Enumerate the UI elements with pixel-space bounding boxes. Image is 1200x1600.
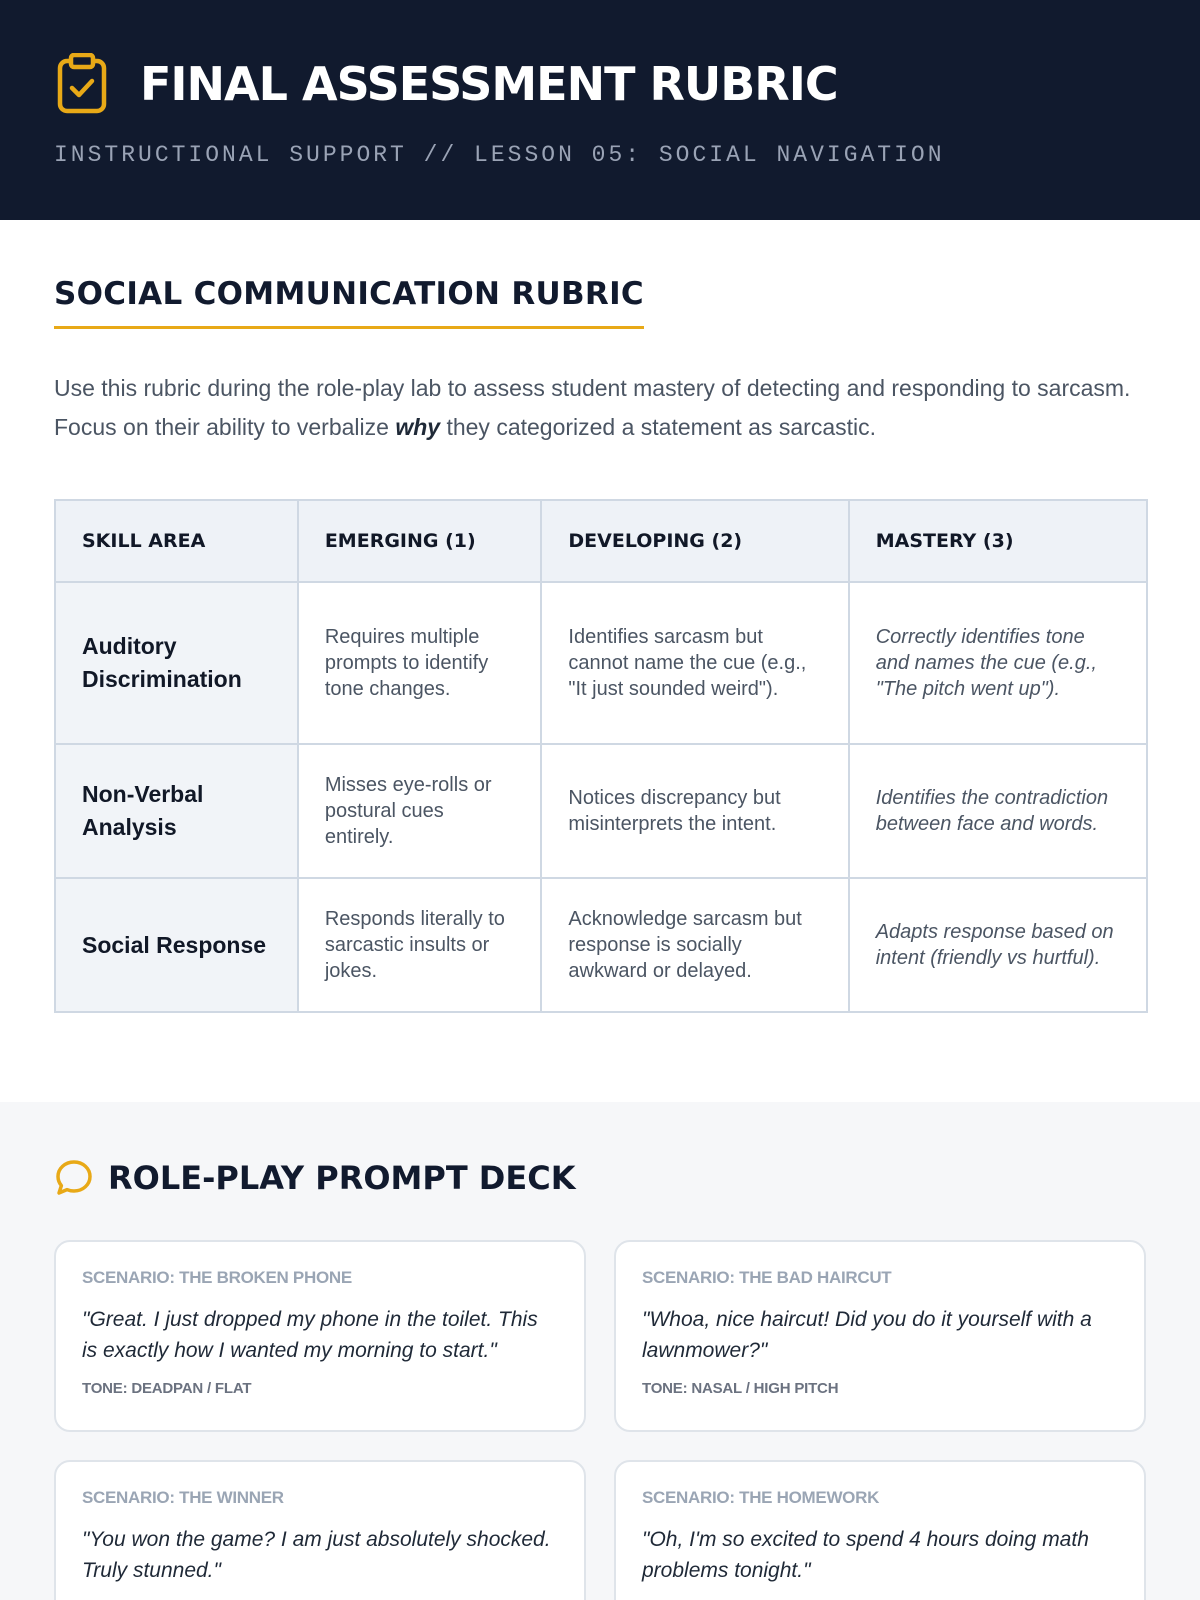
prompt-card-grid [54,1240,1146,1600]
page-header [0,0,1200,220]
scenario-label: SCENARIO: THE WINNER [82,1488,284,1507]
column-header-skill-area: SKILL AREA [55,500,298,582]
mastery-cell: Correctly identifies tone and names the cue (e.g., "The pitch went up"). [849,582,1147,744]
column-header-mastery: MASTERY (3) [849,500,1147,582]
deck-title: ROLE-PLAY PROMPT DECK [108,1159,576,1197]
page-title: FINAL ASSESSMENT RUBRIC [140,57,838,111]
scenario-quote: "Great. I just dropped my phone in the toilet. This is exactly how I wanted my morning to start." [82,1308,538,1362]
clipboard-check-icon [54,52,110,116]
developing-cell: Acknowledge sarcasm but response is socially awkward or delayed. [541,878,848,1012]
speech-bubble-icon [54,1158,94,1198]
scenario-label: SCENARIO: THE HOMEWORK [642,1488,880,1507]
skill-cell: Social Response [55,878,298,1012]
rubric-intro-emphasis: why [395,414,441,440]
table-header-row [55,500,1147,582]
tone-label: TONE: NASAL / HIGH PITCH [642,1380,839,1397]
emerging-cell: Misses eye-rolls or postural cues entirely. [298,744,542,878]
rubric-section-title: SOCIAL COMMUNICATION RUBRIC [54,276,644,329]
deck-heading [54,1158,1146,1198]
rubric-table [54,499,1148,1013]
table-row [55,878,1147,1012]
scenario-label: SCENARIO: THE BROKEN PHONE [82,1268,352,1287]
prompt-deck-section [0,1102,1200,1600]
mastery-cell: Adapts response based on intent (friendly vs hurtful). [849,878,1147,1012]
scenario-quote: "Whoa, nice haircut! Did you do it yourself with a lawnmower?" [642,1308,1092,1362]
prompt-card[interactable] [54,1460,586,1600]
skill-cell: Auditory Discrimination [55,582,298,744]
rubric-intro [54,369,1154,447]
scenario-quote: "You won the game? I am just absolutely shocked. Truly stunned." [82,1528,551,1582]
skill-cell: Non-Verbal Analysis [55,744,298,878]
table-row [55,582,1147,744]
header-title-row [54,52,1146,116]
tone-label: TONE: DEADPAN / FLAT [82,1380,252,1397]
table-row [55,744,1147,878]
developing-cell: Identifies sarcasm but cannot name the cue (e.g., "It just sounded weird"). [541,582,848,744]
page-subtitle: INSTRUCTIONAL SUPPORT // LESSON 05: SOCIAL NAVIGATION [54,142,945,168]
column-header-emerging: EMERGING (1) [298,500,542,582]
scenario-quote: "Oh, I'm so excited to spend 4 hours doing math problems tonight." [642,1528,1089,1582]
prompt-card[interactable] [614,1460,1146,1600]
developing-cell: Notices discrepancy but misinterprets the intent. [541,744,848,878]
emerging-cell: Responds literally to sarcastic insults or jokes. [298,878,542,1012]
prompt-card[interactable] [54,1240,586,1432]
rubric-intro-text-end: they categorized a statement as sarcastic. [440,414,876,440]
scenario-label: SCENARIO: THE BAD HAIRCUT [642,1268,892,1287]
rubric-section [0,220,1200,1102]
mastery-cell: Identifies the contradiction between face and words. [849,744,1147,878]
rubric-intro-text: Use this rubric during the role-play lab to assess student mastery of detecting and responding to sarcasm. Focus on their ability to verbalize [54,375,1131,440]
prompt-card[interactable] [614,1240,1146,1432]
column-header-developing: DEVELOPING (2) [541,500,848,582]
emerging-cell: Requires multiple prompts to identify tone changes. [298,582,542,744]
